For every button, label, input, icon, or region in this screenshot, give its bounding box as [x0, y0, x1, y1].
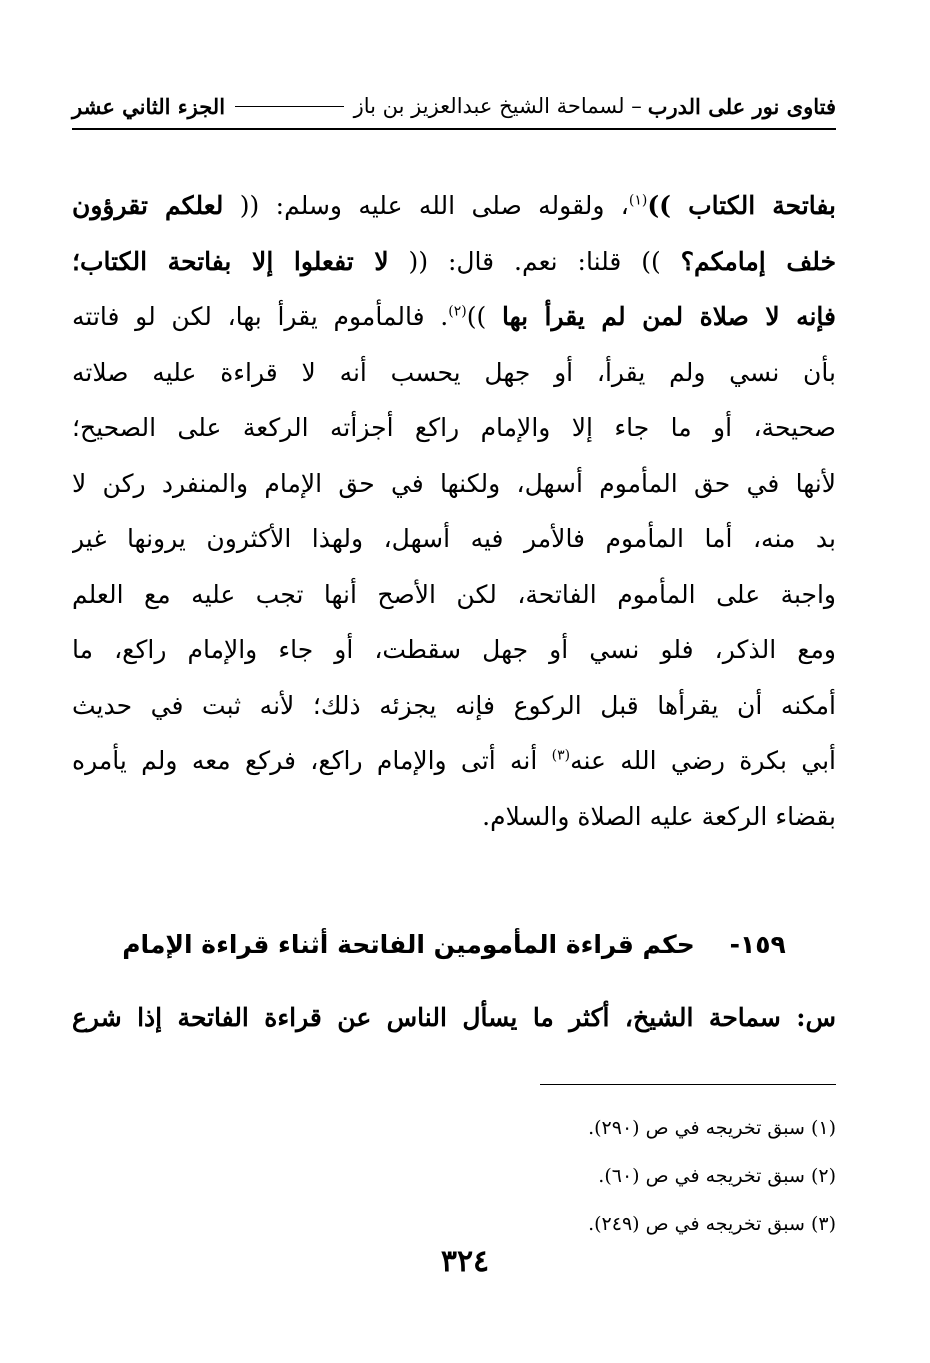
footnotes: [72, 1104, 836, 1248]
body-segment: . فالمأموم يقرأ بها، لكن لو فاتته: [72, 302, 449, 331]
header-author: – لسماحة الشيخ عبدالعزيز بن باز: [353, 94, 642, 118]
body-segment: ومع الذكر، فلو نسي أو جهل سقطت، أو جاء والإمام راكع، ما: [72, 635, 836, 664]
body-line: [72, 345, 836, 401]
body-line: [72, 511, 836, 567]
footnote-ref[interactable]: (٣): [551, 747, 571, 764]
question-line-text: س: سماحة الشيخ، أكثر ما يسأل الناس عن قراءة الفاتحة إذا شرع: [72, 1003, 836, 1032]
body-segment: ، ولقوله صلى الله عليه وسلم: ((: [223, 191, 629, 220]
footnote-item: (١) سبق تخريجه في ص (٢٩٠).: [588, 1117, 836, 1139]
body-segment: واجبة على المأموم الفاتحة، لكن الأصح أنها تجب عليه مع العلم: [72, 579, 836, 609]
body-segment: خلف إمامكم؟: [680, 246, 836, 276]
question-text: [72, 990, 836, 1045]
running-header: [72, 88, 836, 124]
body-line: [72, 234, 836, 290]
footnote-ref[interactable]: (١): [628, 192, 648, 209]
body-segment: فإنه لا صلاة لمن لم يقرأ بها: [501, 302, 836, 331]
body-line: [72, 178, 836, 234]
body-segment: أبي بكرة رضي الله عنه: [570, 746, 836, 775]
footnote-ref[interactable]: (٢): [448, 303, 467, 320]
body-line: [72, 622, 836, 678]
header-volume: الجزء الثاني عشر: [72, 93, 226, 119]
question-heading: [72, 930, 836, 959]
header-book-title: فتاوى نور على الدرب: [647, 93, 836, 119]
body-text: [72, 178, 836, 844]
footnote-item: (٣) سبق تخريجه في ص (٢٤٩).: [588, 1213, 836, 1235]
body-line: [72, 678, 836, 734]
body-segment: صحيحة، أو ما جاء إلا والإمام راكع أجزأته الركعة على الصحيح؛: [72, 413, 836, 442]
body-line: [72, 567, 836, 623]
body-line: [72, 400, 836, 456]
body-segment: بقضاء الركعة عليه الصلاة والسلام.: [482, 801, 836, 831]
body-line: [72, 733, 836, 789]
body-segment: لعلكم تقرؤون: [72, 191, 224, 220]
body-line: [72, 789, 836, 845]
body-segment: )): [466, 302, 502, 331]
question-number: ١٥٩-: [729, 930, 786, 959]
footnote-item: (٢) سبق تخريجه في ص (٦٠).: [598, 1165, 836, 1187]
page-number: ٣٢٤: [440, 1244, 490, 1279]
body-segment: )) قلنا: نعم. قال: ((: [388, 246, 681, 276]
question-title: حكم قراءة المأمومين الفاتحة أثناء قراءة الإمام: [122, 930, 695, 959]
body-segment: أنه أتى والإمام راكع، فركع معه ولم يأمره: [72, 746, 552, 775]
body-segment: لا تفعلوا إلا بفاتحة الكتاب؛: [72, 246, 389, 276]
body-line: [72, 456, 836, 512]
body-segment: بفاتحة الكتاب )): [647, 191, 836, 220]
body-line: [72, 289, 836, 345]
body-segment: بد منه، أما المأموم فالأمر فيه أسهل، ولهذا الأكثرون يرونها غير: [72, 524, 836, 553]
body-segment: لأنها في حق المأموم أسهل، ولكنها في حق الإمام والمنفرد ركن لا: [72, 468, 836, 498]
body-segment: أمكنه أن يقرأها قبل الركوع فإنه يجزئه ذلك؛ لأنه ثبت في حديث: [72, 690, 836, 720]
header-dash-rule: [235, 106, 344, 107]
body-segment: بأن نسي ولم يقرأ، أو جهل يحسب أنه لا قراءة عليه صلاته: [72, 357, 836, 387]
footnote-divider: [540, 1084, 836, 1085]
header-divider: [72, 128, 836, 130]
